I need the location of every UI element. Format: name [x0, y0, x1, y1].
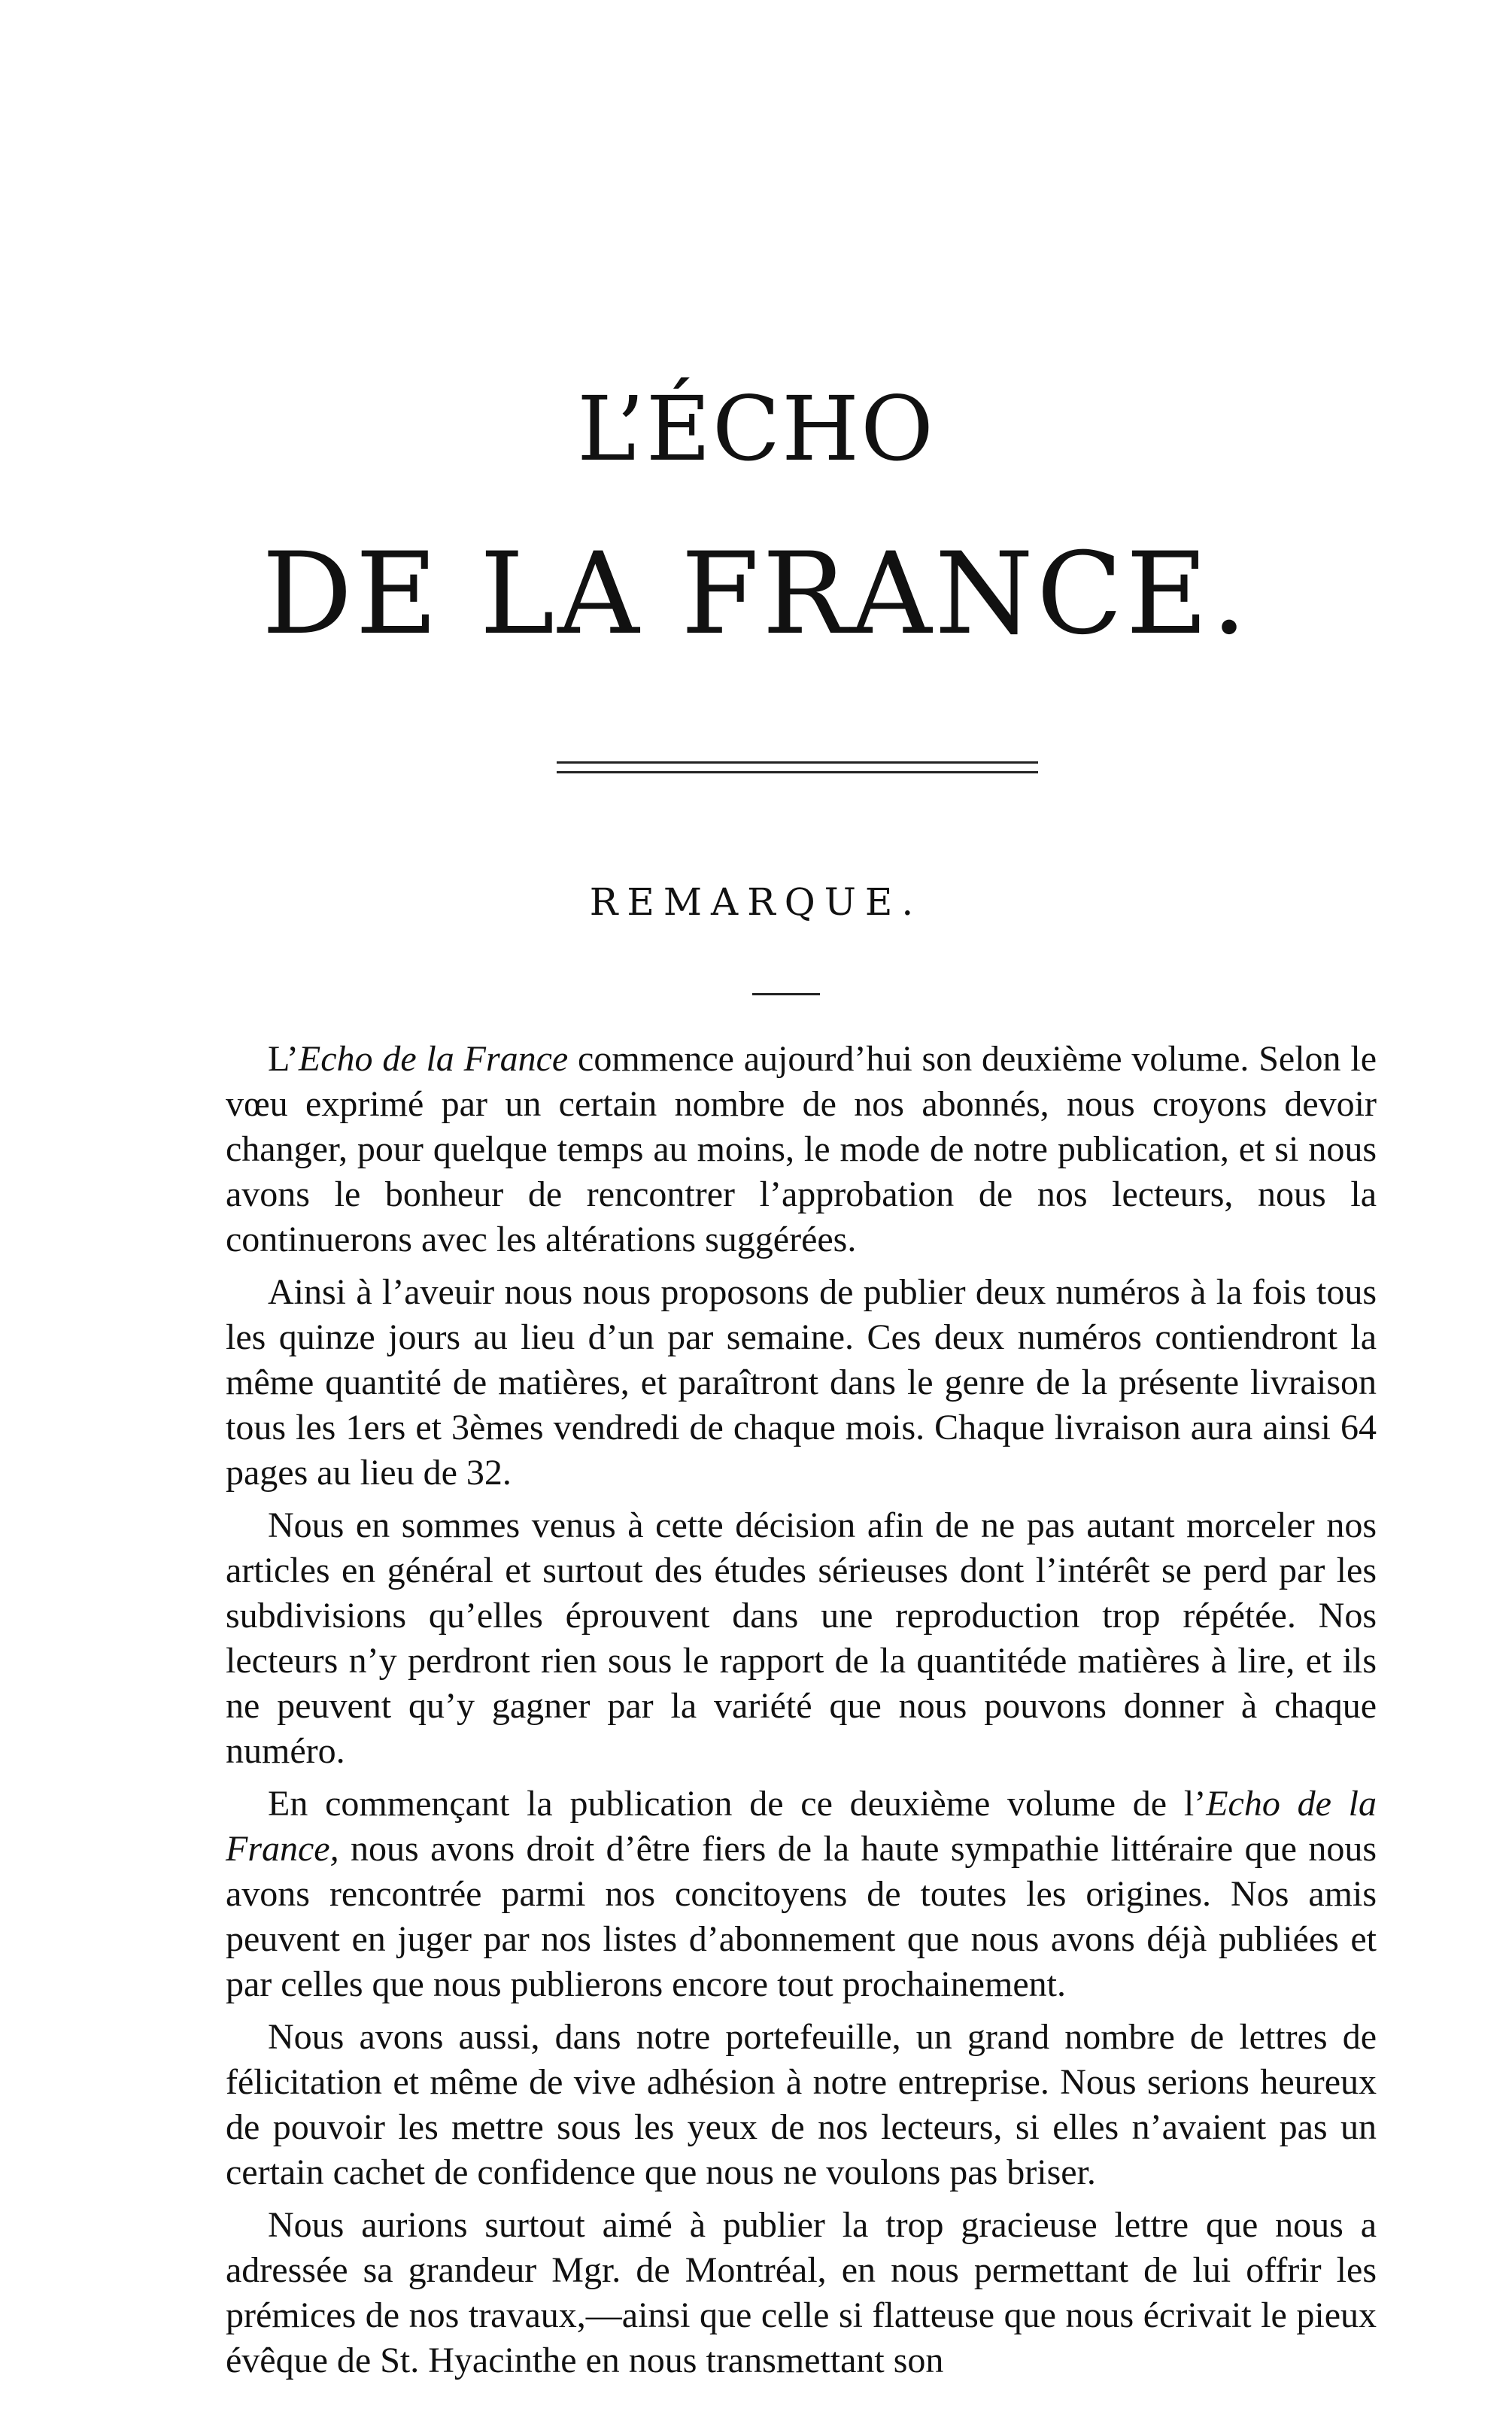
paragraph-4-italic: Echo de la France,	[226, 1784, 1377, 1869]
paragraph-1-pre: L’	[268, 1039, 299, 1079]
paragraph-3: Nous en sommes venus à cette décision afin de ne pas autant morceler nos articles en général et surtout des études sérieuses dont l’intérêt se perd par les subdivisions qu’elles éprouvent dans une reproduction trop répétée. Nos lecteurs n’y perdront rien sous le rapport de la quantitéde matières à lire, et ils ne peuvent qu’y gagner par la variété que nous pouvons donner à chaque numéro.	[226, 1505, 1377, 1771]
paragraph-4-pre: En commençant la publication de ce deuxième volume de l’	[268, 1784, 1207, 1824]
paragraph-6: Nous aurions surtout aimé à publier la trop gracieuse lettre que nous a adressée sa grandeur Mgr. de Montréal, en nous permettant de lui offrir les prémices de nos travaux,—ainsi que celle si flatteuse que nous écrivait le pieux évêque de St. Hyacinthe en nous transmettant son	[226, 2205, 1377, 2380]
subheading: REMARQUE.	[589, 880, 923, 924]
title-line-2: DE LA FRANCE.	[262, 529, 1250, 660]
paragraph-4	[226, 1782, 1377, 2007]
paragraph-5: Nous avons aussi, dans notre portefeuille, un grand nombre de lettres de félicitation et même de vive adhésion à notre entreprise. Nous serions heureux de pouvoir les mettre sous les yeux de nos lecteurs, si elles n’avaient pas un certain cachet de confidence que nous ne voulons pas briser.	[226, 2017, 1377, 2192]
paragraph-1-italic: Echo de la France	[298, 1039, 569, 1079]
short-rule-divider	[752, 993, 820, 995]
body-text	[226, 1037, 1377, 2391]
paragraph-1-post: commence aujourd’hui son deuxième volume. Selon le vœu exprimé par un certain nombre de nos abonnés, nous croyons devoir changer, pour quelque temps au moins, le mode de notre publication, et si nous avons le bonheur de rencontrer l’approbation de nos lecteurs, nous la continuerons avec les altérations suggérées.	[226, 1039, 1377, 1259]
paragraph-4-post: nous avons droit d’être fiers de la haute sympathie littéraire que nous avons rencontrée parmi nos concitoyens de toutes les origines. Nos amis peuvent en juger par nos listes d’abonnement que nous avons déjà publiées et par celles que nous publierons encore tout prochainement.	[226, 1829, 1377, 2004]
title-line-1: L’ÉCHO	[577, 377, 935, 481]
paragraph-2: Ainsi à l’aveuir nous nous proposons de publier deux numéros à la fois tous les quinze jours au lieu d’un par semaine. Ces deux numéros contiendront la même quantité de matières, et paraîtront dans le genre de la présente livraison tous les 1ers et 3èmes vendredi de chaque mois. Chaque livraison aura ainsi 64 pages au lieu de 32.	[226, 1272, 1377, 1493]
paragraph-1	[226, 1037, 1377, 1262]
double-rule-divider	[557, 761, 1038, 773]
